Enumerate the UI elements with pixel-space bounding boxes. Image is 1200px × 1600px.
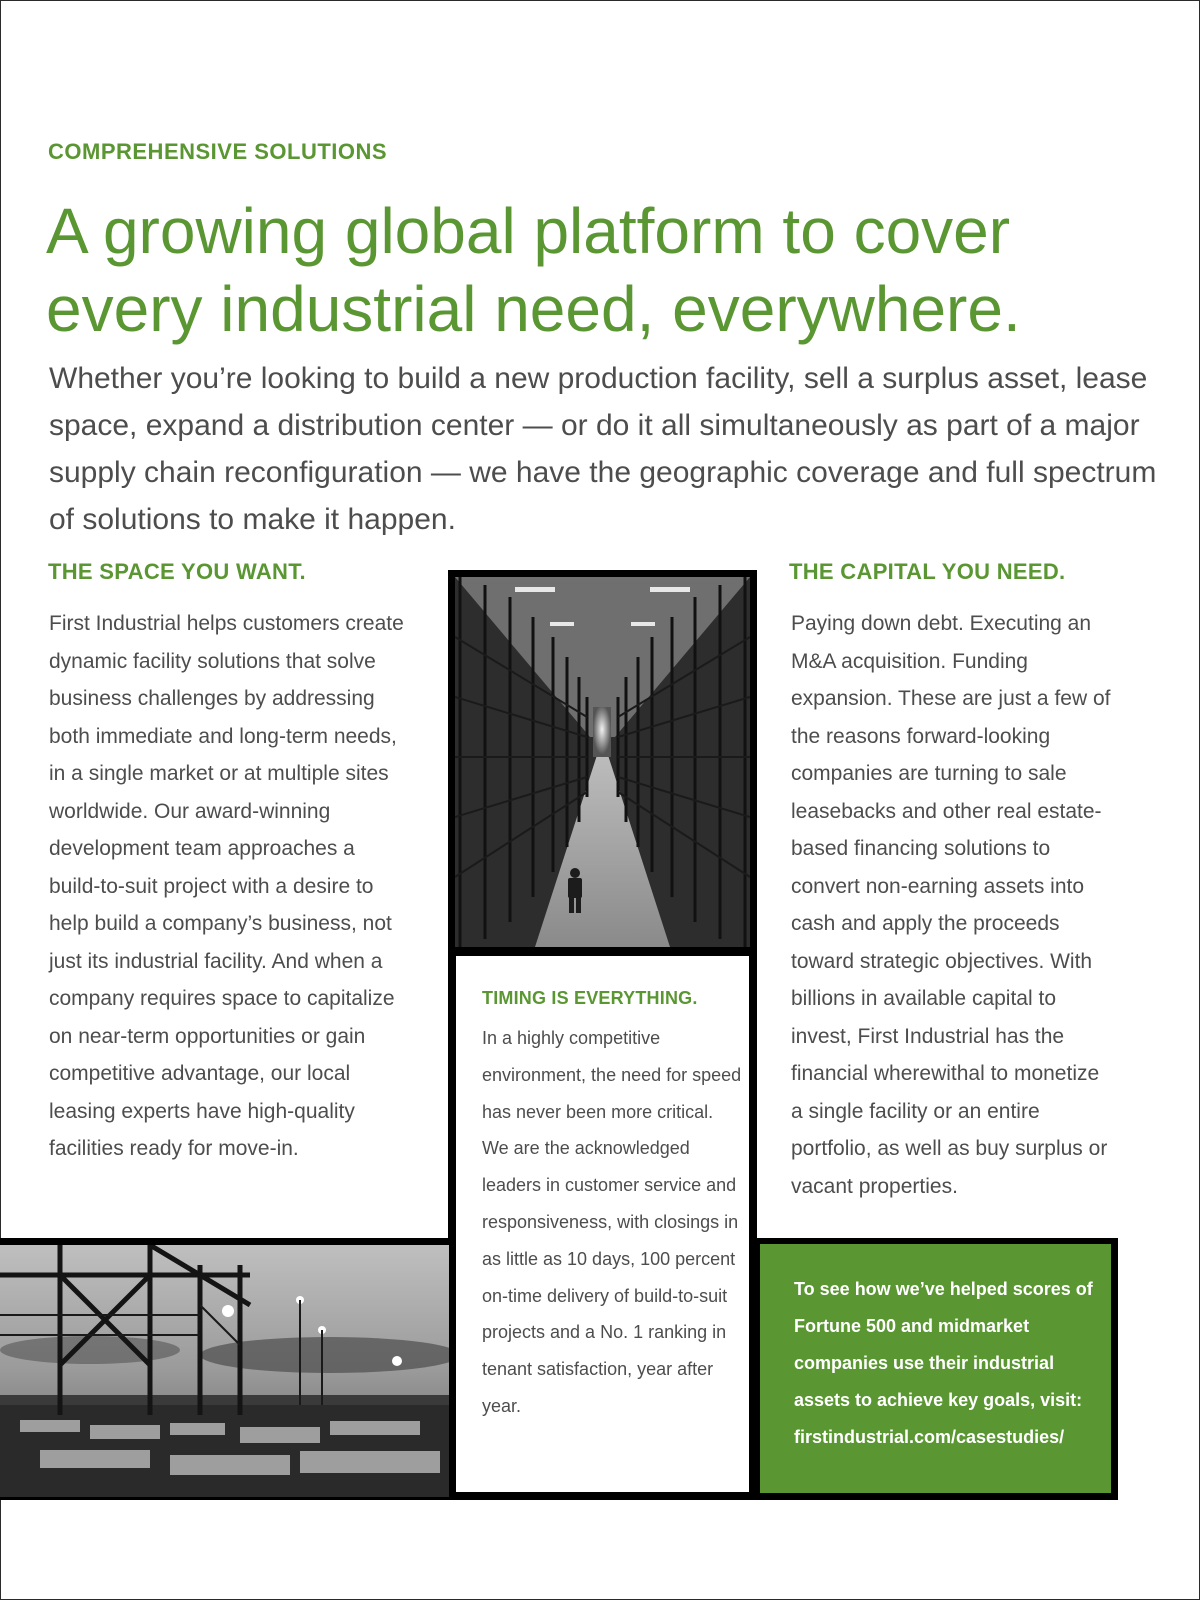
- capital-heading: THE CAPITAL YOU NEED.: [789, 559, 1066, 584]
- space-heading: THE SPACE YOU WANT.: [48, 559, 306, 584]
- page-headline: A growing global platform to cover every industrial need, everywhere.: [46, 195, 1021, 345]
- port-cranes-photo: [0, 1245, 449, 1497]
- intro-paragraph: Whether you’re looking to build a new production facility, sell a surplus asset, lease space, expand a distribution center — or do it all simultaneously as part of a major supply chain reconfiguration — we have the geographic coverage and full spectrum of solutions to make it happen.: [49, 362, 1157, 536]
- capital-body: Paying down debt. Executing an M&A acquisition. Funding expansion. These are just a few of the reasons forward-looking companies are turning to sale leasebacks and other real estate-based financing solutions to convert non-earning assets into cash and apply the proceeds toward strategic objectives. With billions in available capital to invest, First Industrial has the financial wherewithal to monetize a single facility or an entire portfolio, as well as buy surplus or vacant properties.: [791, 612, 1111, 1198]
- timing-body: In a highly competitive environment, the need for speed has never been more critical. We are the acknowledged leaders in customer service and responsiveness, with closings in as little as 10 days, 100 percent on-time delivery of build-to-suit projects and a No. 1 ranking in tenant satisfaction, year after year.: [482, 1028, 742, 1416]
- timing-heading: TIMING IS EVERYTHING.: [482, 988, 698, 1008]
- warehouse-aisle-photo: [455, 577, 750, 947]
- section-eyebrow: COMPREHENSIVE SOLUTIONS: [48, 139, 388, 164]
- cta-text: To see how we’ve helped scores of Fortune 500 and midmarket companies use their industrial assets to achieve key goals, visit: firstindustrial.com/casestudies/: [794, 1279, 1093, 1447]
- space-body: First Industrial helps customers create dynamic facility solutions that solve business challenges by addressing both immediate and long-term needs, in a single market or at multiple sites worldwide. Our award-winning development team approaches a build-to-suit project with a desire to help build a company’s business, not just its industrial facility. And when a company requires space to capitalize on near-term opportunities or gain competitive advantage, our local leasing experts have high-quality facilities ready for move-in.: [49, 612, 404, 1160]
